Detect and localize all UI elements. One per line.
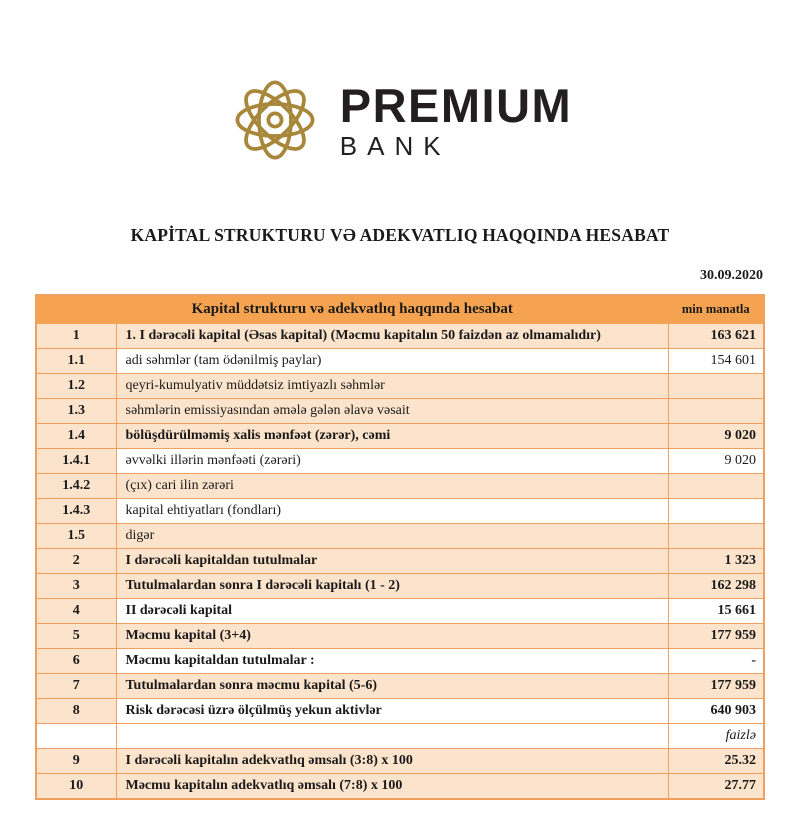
- row-value: [668, 374, 764, 399]
- table-row: [36, 374, 764, 399]
- row-label: qeyri-kumulyativ müddətsiz imtiyazlı səhmlər: [116, 374, 668, 399]
- report-date: 30.09.2020: [700, 268, 763, 283]
- logo-emblem-icon: [228, 73, 322, 167]
- row-value: 15 661: [668, 599, 764, 624]
- row-value: 177 959: [668, 674, 764, 699]
- row-label: II dərəcəli kapital: [116, 599, 668, 624]
- bank-logo: [0, 70, 800, 170]
- row-number: 6: [36, 649, 116, 674]
- row-number: 1.4.2: [36, 474, 116, 499]
- row-number: 1.5: [36, 524, 116, 549]
- logo-premium-text: PREMIUM: [339, 78, 573, 132]
- row-number: 10: [36, 774, 116, 799]
- row-value: [668, 499, 764, 524]
- table-title-header: Kapital strukturu və adekvatlıq haqqında hesabat: [36, 295, 668, 324]
- logo-bank-text: BANK: [339, 130, 451, 161]
- row-label: səhmlərin emissiyasından əmələ gələn əlavə vəsait: [116, 399, 668, 424]
- row-value: 1 323: [668, 549, 764, 574]
- row-number: 1.4.3: [36, 499, 116, 524]
- row-number: [36, 724, 116, 749]
- table-row: [36, 499, 764, 524]
- row-value: 162 298: [668, 574, 764, 599]
- logo-wordmark: [339, 78, 573, 161]
- table-row: [36, 324, 764, 349]
- table-row: [36, 724, 764, 749]
- row-number: 1: [36, 324, 116, 349]
- row-label: adi səhmlər (tam ödənilmiş paylar): [116, 349, 668, 374]
- row-value: 640 903: [668, 699, 764, 724]
- row-number: 7: [36, 674, 116, 699]
- table-row: [36, 524, 764, 549]
- report-title: KAPİTAL STRUKTURU VƏ ADEKVATLIQ HAQQINDA HESABAT: [130, 225, 670, 245]
- row-number: 8: [36, 699, 116, 724]
- table-row: [36, 474, 764, 499]
- report-content: [35, 268, 765, 800]
- row-value: 163 621: [668, 324, 764, 349]
- unit-header: min manatla: [668, 295, 764, 324]
- row-number: 4: [36, 599, 116, 624]
- row-value: 177 959: [668, 624, 764, 649]
- table-row: [36, 449, 764, 474]
- row-label: Risk dərəcəsi üzrə ölçülmüş yekun aktivlər: [116, 699, 668, 724]
- row-label: I dərəcəli kapitalın adekvatlıq əmsalı (3:8) x 100: [116, 749, 668, 774]
- row-label: kapital ehtiyatları (fondları): [116, 499, 668, 524]
- row-label: Tutulmalardan sonra I dərəcəli kapitalı (1 - 2): [116, 574, 668, 599]
- table-row: [36, 649, 764, 674]
- row-label: digər: [116, 524, 668, 549]
- row-number: 1.2: [36, 374, 116, 399]
- row-value: [668, 399, 764, 424]
- row-number: 1.1: [36, 349, 116, 374]
- row-value: 9 020: [668, 449, 764, 474]
- table-row: [36, 399, 764, 424]
- row-label: bölüşdürülməmiş xalis mənfəət (zərər), cəmi: [116, 424, 668, 449]
- row-label: əvvəlki illərin mənfəəti (zərəri): [116, 449, 668, 474]
- row-label: [116, 724, 668, 749]
- row-label: Məcmu kapitalın adekvatlıq əmsalı (7:8) x 100: [116, 774, 668, 799]
- table-row: [36, 549, 764, 574]
- row-number: 1.3: [36, 399, 116, 424]
- table-row: [36, 699, 764, 724]
- table-row: [36, 774, 764, 799]
- table-row: [36, 749, 764, 774]
- row-value: [668, 524, 764, 549]
- table-row: [36, 599, 764, 624]
- row-label: Məcmu kapital (3+4): [116, 624, 668, 649]
- row-value: -: [668, 649, 764, 674]
- table-row: [36, 349, 764, 374]
- row-number: 1.4: [36, 424, 116, 449]
- row-label: Məcmu kapitaldan tutulmalar :: [116, 649, 668, 674]
- table-head: [36, 295, 764, 324]
- table-row: [36, 674, 764, 699]
- row-number: 1.4.1: [36, 449, 116, 474]
- row-number: 9: [36, 749, 116, 774]
- table-header-row: [36, 295, 764, 324]
- row-value: 25.32: [668, 749, 764, 774]
- row-label: 1. I dərəcəli kapital (Əsas kapital) (Məcmu kapitalın 50 faizdən az olmamalıdır): [116, 324, 668, 349]
- row-value: 154 601: [668, 349, 764, 374]
- row-number: 2: [36, 549, 116, 574]
- table-row: [36, 574, 764, 599]
- row-number: 3: [36, 574, 116, 599]
- row-value: 9 020: [668, 424, 764, 449]
- table-body: [36, 324, 764, 799]
- row-value: 27.77: [668, 774, 764, 799]
- capital-structure-table: [35, 294, 765, 800]
- row-value: faizlə: [668, 724, 764, 749]
- row-label: I dərəcəli kapitaldan tutulmalar: [116, 549, 668, 574]
- row-value: [668, 474, 764, 499]
- table-row: [36, 424, 764, 449]
- row-label: Tutulmalardan sonra məcmu kapital (5-6): [116, 674, 668, 699]
- row-label: (çıx) cari ilin zərəri: [116, 474, 668, 499]
- row-number: 5: [36, 624, 116, 649]
- table-row: [36, 624, 764, 649]
